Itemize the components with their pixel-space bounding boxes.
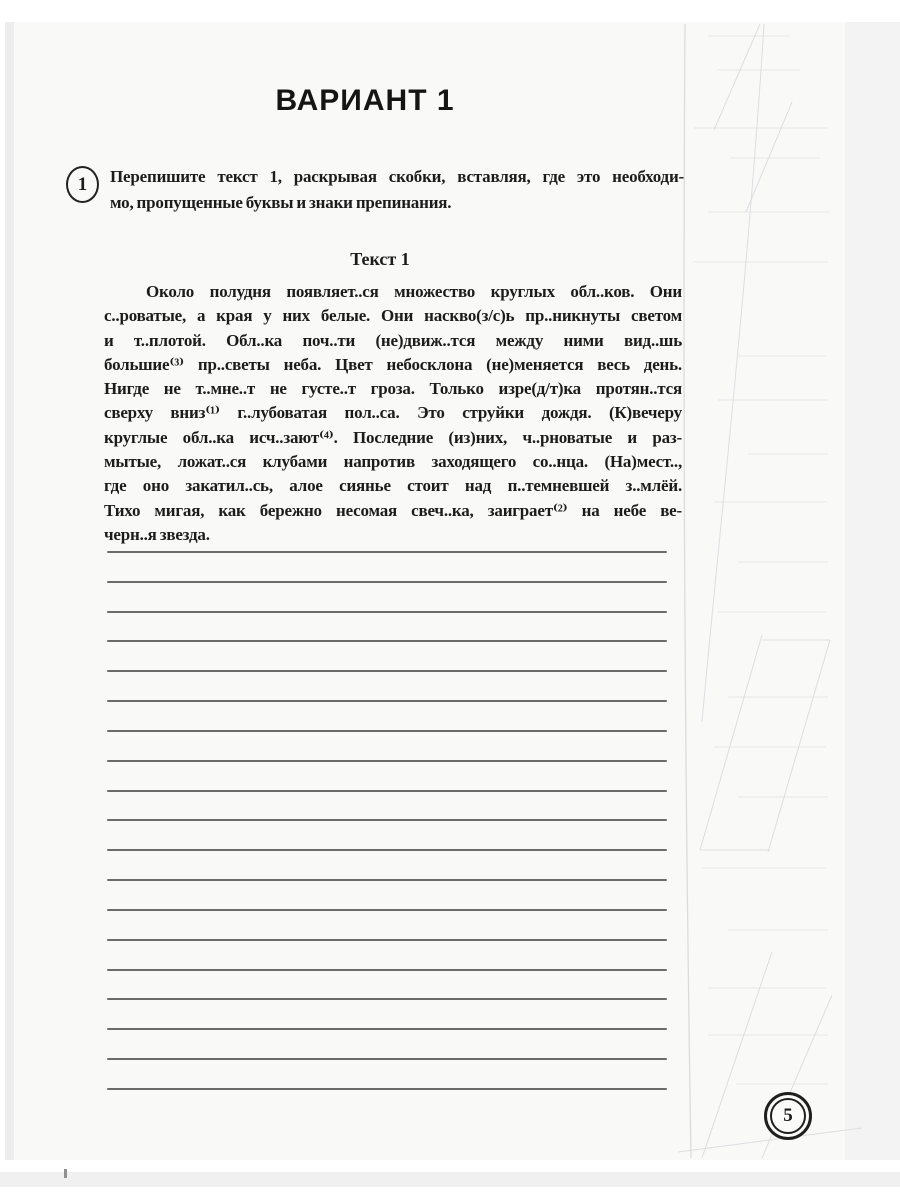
variant-title: ВАРИАНТ 1 <box>275 84 455 117</box>
answer-rule-line <box>107 998 667 1000</box>
answer-rule-line <box>107 760 667 762</box>
answer-rule-line <box>107 551 667 553</box>
stacked-page-edges-texture <box>678 22 862 1160</box>
task-number: 1 <box>77 173 88 195</box>
answer-rule-line <box>107 1028 667 1030</box>
exercise-text-line: черн..я звезда. <box>104 524 210 544</box>
text-heading: Текст 1 <box>350 249 410 269</box>
answer-rule-line <box>107 640 667 642</box>
background-bottom <box>0 1172 900 1187</box>
task-instruction <box>110 164 684 216</box>
exercise-text-line: Тихо мигая, как бережно несомая свеч..ка, заиграет⁽²⁾ на небе ве- <box>104 500 682 520</box>
answer-rule-line <box>107 790 667 792</box>
exercise-text-line: Нигде не т..мне..т не густе..т гроза. Только изре(д/т)ка протян..тся <box>104 379 682 399</box>
answer-rule-line <box>107 730 667 732</box>
instruction-line: мо, пропущенные буквы и знаки препинания. <box>110 193 452 212</box>
page-left-edge <box>5 22 14 1160</box>
answer-rule-line <box>107 849 667 851</box>
answer-rule-line <box>107 1058 667 1060</box>
exercise-text-line: Около полудня появляет..ся множество круглых обл..ков. Они <box>146 282 682 301</box>
exercise-text-line: и т..плотой. Обл..ка поч..ти (не)движ..тся между ними вид..шь <box>104 330 682 350</box>
photo-artifact-mark <box>64 1169 67 1178</box>
answer-rule-line <box>107 1088 667 1090</box>
page-number-badge <box>764 1092 812 1140</box>
exercise-text-line: где оно закатил..сь, алое сиянье стоит над п..темневшей з..млёй. <box>104 476 682 496</box>
task-number-badge <box>66 166 99 203</box>
exercise-text-line: с..роватые, а края у них белые. Они наскво(з/с)ь пр..никнуты светом <box>104 306 682 326</box>
instruction-line: Перепишите текст 1, раскрывая скобки, вставляя, где это необходи- <box>110 167 684 186</box>
answer-rule-line <box>107 819 667 821</box>
page-number-inner-ring <box>770 1098 806 1134</box>
answer-rule-line <box>107 939 667 941</box>
answer-rule-line <box>107 879 667 881</box>
answer-rule-line <box>107 909 667 911</box>
exercise-text-line: круглые обл..ка исч..зают⁽⁴⁾. Последние (из)них, ч..рноватые и раз- <box>104 427 682 447</box>
answer-rule-line <box>107 969 667 971</box>
answer-rule-line <box>107 700 667 702</box>
exercise-text <box>104 280 682 547</box>
page-number: 5 <box>783 1105 793 1126</box>
page-edge-vertical-line <box>684 24 691 1158</box>
answer-rule-line <box>107 611 667 613</box>
exercise-text-line: сверху вниз⁽¹⁾ г..лубоватая пол..са. Это струйки дождя. (К)вечеру <box>104 403 682 423</box>
exercise-text-line: мытые, ложат..ся клубами напротив заходящего со..нца. (На)мест.., <box>104 452 682 472</box>
answer-rule-line <box>107 670 667 672</box>
exercise-text-line: большие⁽³⁾ пр..светы неба. Цвет небосклона (не)меняется весь день. <box>104 354 682 374</box>
answer-rule-line <box>107 581 667 583</box>
answer-lines <box>107 551 667 1090</box>
page-edge-horizontal-lines <box>694 36 830 1084</box>
